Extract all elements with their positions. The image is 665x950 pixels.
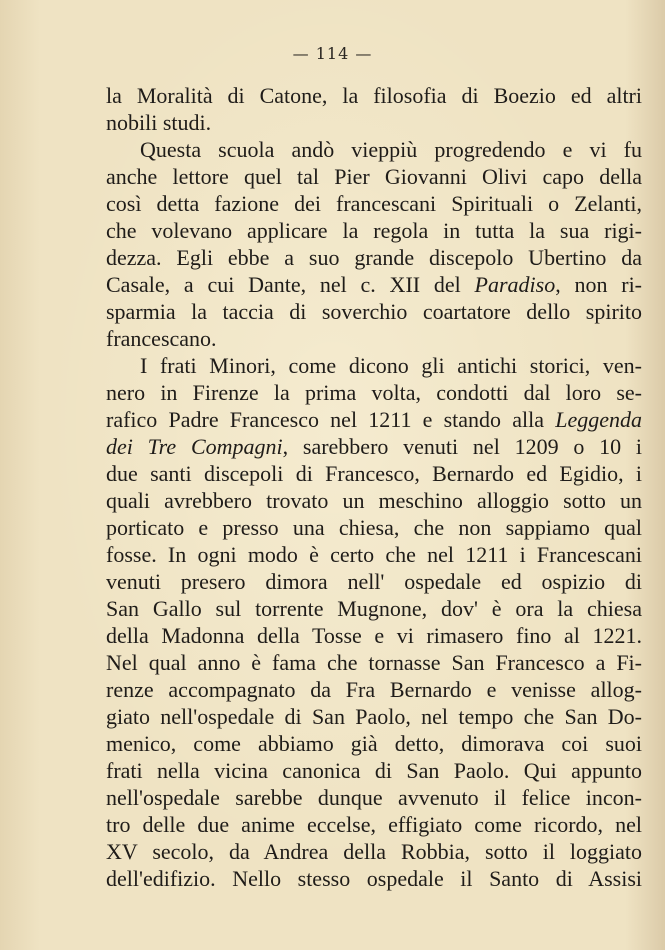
text-segment: , non ri- — [555, 272, 643, 297]
text-line: San Gallo sul torrente Mugnone, dov' è ora la chiesa — [106, 596, 642, 621]
page-number: — 114 — — [292, 44, 373, 63]
text-line: quali avrebbero trovato un meschino alloggio sotto un — [106, 488, 642, 513]
text-line: XV secolo, da Andrea della Robbia, sotto il loggiato — [106, 839, 642, 864]
text-line: giato nell'ospedale di San Paolo, nel tempo che San Do- — [106, 704, 642, 729]
text-line: porticato e presso una chiesa, che non sappiamo qual — [106, 515, 642, 540]
text-line: venuti presero dimora nell' ospedale ed ospizio di — [106, 569, 642, 594]
text-segment: rafico Padre Francesco nel 1211 e stando alla — [106, 407, 556, 432]
italic-title: Paradiso — [474, 272, 556, 297]
text-line: menico, come abbiamo già detto, dimorava coi suoi — [106, 731, 642, 756]
text-line: nero in Firenze la prima volta, condotti dal loro se- — [106, 380, 642, 405]
text-line: fosse. In ogni modo è certo che nel 1211 i Francescani — [106, 542, 642, 567]
text-line: francescano. — [106, 326, 217, 351]
text-line: tro delle due anime eccelse, effigiato come ricordo, nel — [106, 812, 642, 837]
text-line: la Moralità di Catone, la filosofia di Boezio ed altri — [106, 83, 642, 108]
text-segment: Casale, a cui Dante, nel c. XII del — [106, 272, 475, 297]
text-line: Nel qual anno è fama che tornasse San Francesco a Fi- — [106, 650, 642, 675]
text-segment: , sarebbero venuti nel 1209 o 10 i — [282, 434, 642, 459]
text-line: dell'edifizio. Nello stesso ospedale il Santo di Assisi — [106, 866, 642, 891]
text-line: renze accompagnato da Fra Bernardo e venisse allog- — [106, 677, 642, 702]
text-line: Questa scuola andò vieppiù progredendo e vi fu — [140, 137, 642, 162]
italic-title: Leggenda — [555, 407, 642, 432]
text-line: sparmia la taccia di soverchio coartatore dello spirito — [106, 299, 642, 324]
text-line: due santi discepoli di Francesco, Bernardo ed Egidio, i — [106, 461, 642, 486]
text-line: nell'ospedale sarebbe dunque avvenuto il felice incon- — [106, 785, 642, 810]
text-line — [106, 433, 642, 460]
text-line: anche lettore quel tal Pier Giovanni Olivi capo della — [106, 164, 642, 189]
text-line: frati nella vicina canonica di San Paolo. Qui appunto — [106, 758, 642, 783]
text-line — [106, 271, 642, 298]
text-line: dezza. Egli ebbe a suo grande discepolo Ubertino da — [106, 245, 642, 270]
text-line: così detta fazione dei francescani Spirituali o Zelanti, — [106, 191, 642, 216]
text-line: I frati Minori, come dicono gli antichi storici, ven- — [140, 353, 642, 378]
italic-title: dei Tre Compagni — [106, 434, 283, 459]
text-line: che volevano applicare la regola in tutta la sua rigi- — [106, 218, 642, 243]
body-text — [106, 82, 642, 892]
text-line — [106, 406, 642, 433]
text-line: della Madonna della Tosse e vi rimasero fino al 1221. — [106, 623, 642, 648]
text-line: nobili studi. — [106, 110, 212, 135]
